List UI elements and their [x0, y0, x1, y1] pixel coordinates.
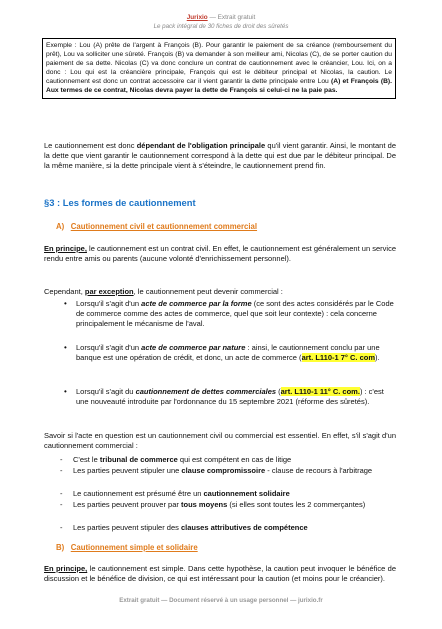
header-line-2: Le pack intégral de 30 fiches de droit des sûretés — [153, 23, 289, 30]
header-line-1: Jurixio — Extrait gratuit — [186, 14, 256, 21]
bullet-icon: • — [64, 343, 67, 352]
bullet-item: • Lorsqu'il s'agit d'un acte de commerce par nature : ainsi, le cautionnement conclu par une banque est une opération de crédit, et donc, un acte de commerce (art. L110-1 7° C. com). — [64, 343, 380, 363]
dash-item: - Les parties peuvent stipuler des clauses attributives de compétence — [60, 523, 308, 532]
bullet-item: • Lorsqu'il s'agit d'un acte de commerce par la forme (ce sont des actes considérés par le Code de commerce comme des actes de commerce, quel que soit leur contexte) : cela concerne principalement le mécanisme de l'aval. — [64, 299, 394, 329]
subheading-a: A) Cautionnement civil et cautionnement commercial — [56, 222, 258, 231]
brand-name: Jurixio — [186, 14, 208, 21]
bullet-icon: • — [64, 299, 67, 308]
article-reference: art. L110-1 7° C. com — [301, 353, 376, 363]
example-box — [42, 38, 396, 99]
paragraph-principe-simple: En principe, le cautionnement est simple. Dans cette hypothèse, la caution peut invoquer le bénéfice de discussion et le bénéfice de division, ce qui est intéressant pour la caution (et moins pour le créancier). — [44, 564, 396, 584]
bullet-icon: • — [64, 387, 67, 396]
paragraph-principe-civil: En principe, le cautionnement est un contrat civil. En effet, le cautionnement est généralement un service rendu entre amis ou parents (aucune volonté d'enrichissement personnel). — [44, 244, 396, 264]
article-reference: art. L110-1 11° C. com. — [280, 387, 360, 396]
example-text: Exemple : Lou (A) prête de l'argent à François (B). Pour garantir le paiement de sa créance (remboursement du prêt), Lou va solliciter une sûreté. François (B) va demander à son meilleur ami, Nicolas (C), de se porter caution du paiement de sa dette. Nicolas (C) va donc conclure un contrat de cautionnement avec le créancier, Lou. Ici, on a donc : Lou qui est la créancière principale, François qui est le débiteur principal et Nicolas, la caution. Le cautionnement est donc un contrat accessoire car il vient garantir la dette principale entre Lou — [46, 42, 392, 86]
section-heading: §3 : Les formes de cautionnement — [44, 197, 196, 208]
subheading-b: B) Cautionnement simple et solidaire — [56, 543, 198, 552]
page-header — [0, 13, 442, 31]
dash-item: - C'est le tribunal de commerce qui est compétent en cas de litige — [60, 455, 292, 464]
page-footer: Extrait gratuit — Document réservé à un usage personnel — jurixio.fr — [119, 597, 323, 604]
dash-item: - Les parties peuvent prouver par tous moyens (si elles sont toutes les 2 commerçantes) — [60, 500, 366, 509]
example-last-line: (A) et François (B). Aux termes de ce contrat, Nicolas devra payer la dette de François si celui-ci ne la paie pas. — [46, 78, 392, 95]
paragraph-exception: Cependant, par exception, le cautionnement peut devenir commercial : — [44, 287, 283, 296]
paragraph-savoir: Savoir si l'acte en question est un cautionnement civil ou commercial est essentiel. En effet, s'il s'agit d'un cautionnement commercial : — [44, 431, 396, 451]
paragraph-dependance: Le cautionnement est donc dépendant de l'obligation principale qu'il vient garantir. Ainsi, le montant de la dette que vient garantir le cautionnement correspond à la dette qui est due par le débiteur principal. De la même manière, si la dette principale vient à s'éteindre, le cautionnement prend fin. — [44, 141, 397, 171]
dash-item: - Les parties peuvent stipuler une clause compromissoire - clause de recours à l'arbitrage — [60, 466, 373, 475]
bullet-item: • Lorsqu'il s'agit du cautionnement de dettes commerciales (art. L110-1 11° C. com.) : c'est une nouveauté introduite par l'ordonnance du 15 septembre 2021 (réforme des sûretés). — [64, 387, 384, 407]
dash-item: - Le cautionnement est présumé être un cautionnement solidaire — [60, 489, 290, 498]
